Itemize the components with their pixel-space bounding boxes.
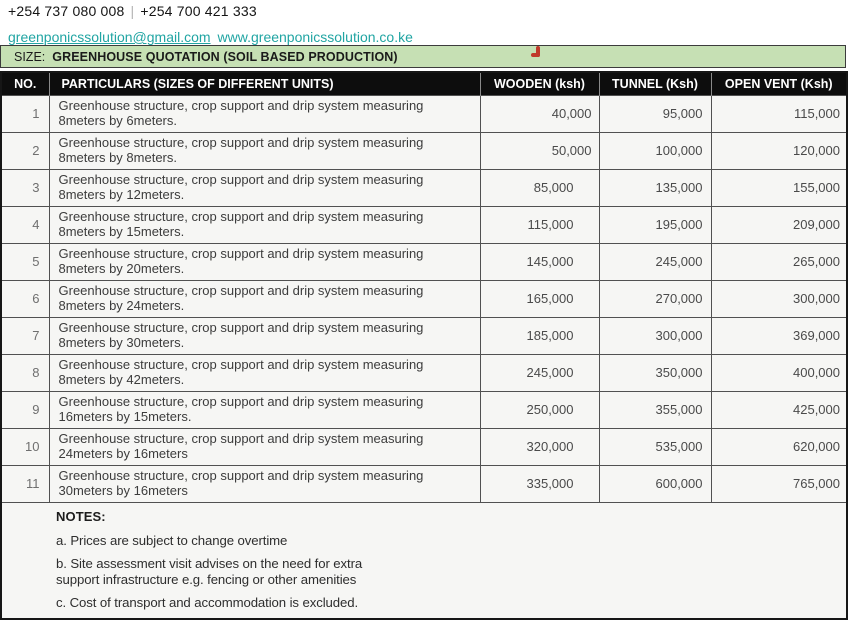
row-number: 7 bbox=[1, 317, 49, 354]
open-vent-price: 155,000 bbox=[711, 169, 847, 206]
tunnel-price: 535,000 bbox=[599, 428, 711, 465]
row-description: Greenhouse structure, crop support and drip system measuring bbox=[58, 319, 424, 335]
phone-separator: | bbox=[130, 3, 135, 19]
table-row bbox=[1, 317, 847, 354]
row-particulars bbox=[49, 428, 480, 465]
row-number: 8 bbox=[1, 354, 49, 391]
row-particulars bbox=[49, 280, 480, 317]
row-description: Greenhouse structure, crop support and drip system measuring bbox=[58, 208, 424, 224]
wooden-price: 50,000 bbox=[480, 132, 599, 169]
page-title: GREENHOUSE QUOTATION (SOIL BASED PRODUCTION) bbox=[52, 49, 398, 64]
note-item-a bbox=[56, 533, 836, 549]
row-particulars bbox=[49, 317, 480, 354]
row-number: 11 bbox=[1, 465, 49, 502]
row-size: 24meters by 16meters bbox=[58, 446, 188, 461]
website-text: www.greenponicssolution.co.ke bbox=[217, 29, 413, 45]
row-description: Greenhouse structure, crop support and drip system measuring bbox=[58, 430, 424, 446]
col-header-particulars: PARTICULARS (SIZES OF DIFFERENT UNITS) bbox=[49, 72, 480, 95]
row-number: 6 bbox=[1, 280, 49, 317]
note-line: c. Cost of transport and accommodation is excluded. bbox=[56, 594, 359, 610]
open-vent-price: 300,000 bbox=[711, 280, 847, 317]
row-size: 8meters by 15meters. bbox=[58, 224, 185, 239]
table-row bbox=[1, 243, 847, 280]
open-vent-price: 120,000 bbox=[711, 132, 847, 169]
wooden-price: 245,000 bbox=[480, 354, 599, 391]
note-line: a. Prices are subject to change overtime bbox=[56, 532, 288, 548]
table-row bbox=[1, 132, 847, 169]
wooden-price: 335,000 bbox=[480, 465, 599, 502]
row-description: Greenhouse structure, crop support and drip system measuring bbox=[58, 467, 424, 483]
open-vent-price: 369,000 bbox=[711, 317, 847, 354]
row-size: 8meters by 12meters. bbox=[58, 187, 185, 202]
row-particulars bbox=[49, 465, 480, 502]
row-particulars bbox=[49, 95, 480, 132]
row-particulars bbox=[49, 243, 480, 280]
wooden-price: 40,000 bbox=[480, 95, 599, 132]
tunnel-price: 195,000 bbox=[599, 206, 711, 243]
wooden-price: 115,000 bbox=[480, 206, 599, 243]
quotation-table bbox=[0, 71, 848, 620]
row-description: Greenhouse structure, crop support and drip system measuring bbox=[58, 282, 424, 298]
row-number: 1 bbox=[1, 95, 49, 132]
tunnel-price: 270,000 bbox=[599, 280, 711, 317]
row-size: 8meters by 24meters. bbox=[58, 298, 185, 313]
contact-links bbox=[8, 29, 413, 45]
tunnel-price: 350,000 bbox=[599, 354, 711, 391]
annotation-marker-icon bbox=[531, 46, 540, 57]
note-line: support infrastructure e.g. fencing or other amenities bbox=[56, 571, 357, 587]
row-particulars bbox=[49, 169, 480, 206]
row-description: Greenhouse structure, crop support and drip system measuring bbox=[58, 134, 424, 150]
row-number: 4 bbox=[1, 206, 49, 243]
row-description: Greenhouse structure, crop support and drip system measuring bbox=[58, 171, 424, 187]
row-size: 8meters by 20meters. bbox=[58, 261, 185, 276]
open-vent-price: 765,000 bbox=[711, 465, 847, 502]
col-header-tunnel: TUNNEL (Ksh) bbox=[599, 72, 711, 95]
notes-row bbox=[1, 502, 847, 619]
note-line: b. Site assessment visit advises on the need for extra bbox=[56, 555, 363, 571]
note-item-c bbox=[56, 595, 836, 611]
row-number: 5 bbox=[1, 243, 49, 280]
row-description: Greenhouse structure, crop support and drip system measuring bbox=[58, 245, 424, 261]
row-description: Greenhouse structure, crop support and drip system measuring bbox=[58, 97, 424, 113]
phone-secondary: +254 700 421 333 bbox=[140, 3, 257, 19]
col-header-open-vent: OPEN VENT (Ksh) bbox=[711, 72, 847, 95]
row-description: Greenhouse structure, crop support and drip system measuring bbox=[58, 356, 424, 372]
row-particulars bbox=[49, 206, 480, 243]
row-number: 2 bbox=[1, 132, 49, 169]
wooden-price: 165,000 bbox=[480, 280, 599, 317]
tunnel-price: 600,000 bbox=[599, 465, 711, 502]
email-link[interactable]: greenponicssolution@gmail.com bbox=[8, 29, 211, 45]
table-row bbox=[1, 169, 847, 206]
table-header-row bbox=[1, 72, 847, 95]
open-vent-price: 620,000 bbox=[711, 428, 847, 465]
col-header-no: NO. bbox=[1, 72, 49, 95]
row-number: 10 bbox=[1, 428, 49, 465]
open-vent-price: 209,000 bbox=[711, 206, 847, 243]
document-title-bar bbox=[0, 45, 846, 68]
table-row bbox=[1, 280, 847, 317]
table-row bbox=[1, 391, 847, 428]
table-row bbox=[1, 206, 847, 243]
size-label: SIZE: bbox=[14, 49, 46, 64]
wooden-price: 145,000 bbox=[480, 243, 599, 280]
note-item-b bbox=[56, 556, 836, 588]
table-row bbox=[1, 428, 847, 465]
wooden-price: 250,000 bbox=[480, 391, 599, 428]
tunnel-price: 100,000 bbox=[599, 132, 711, 169]
row-number: 9 bbox=[1, 391, 49, 428]
tunnel-price: 245,000 bbox=[599, 243, 711, 280]
row-size: 16meters by 15meters. bbox=[58, 409, 192, 424]
wooden-price: 85,000 bbox=[480, 169, 599, 206]
table-row bbox=[1, 354, 847, 391]
row-size: 8meters by 6meters. bbox=[58, 113, 177, 128]
row-size: 8meters by 42meters. bbox=[58, 372, 185, 387]
row-number: 3 bbox=[1, 169, 49, 206]
row-particulars bbox=[49, 354, 480, 391]
row-description: Greenhouse structure, crop support and drip system measuring bbox=[58, 393, 424, 409]
wooden-price: 320,000 bbox=[480, 428, 599, 465]
tunnel-price: 95,000 bbox=[599, 95, 711, 132]
phone-primary: +254 737 080 008 bbox=[8, 3, 125, 19]
wooden-price: 185,000 bbox=[480, 317, 599, 354]
open-vent-price: 400,000 bbox=[711, 354, 847, 391]
open-vent-price: 115,000 bbox=[711, 95, 847, 132]
tunnel-price: 300,000 bbox=[599, 317, 711, 354]
row-particulars bbox=[49, 132, 480, 169]
row-particulars bbox=[49, 391, 480, 428]
open-vent-price: 425,000 bbox=[711, 391, 847, 428]
row-size: 8meters by 8meters. bbox=[58, 150, 177, 165]
open-vent-price: 265,000 bbox=[711, 243, 847, 280]
row-size: 8meters by 30meters. bbox=[58, 335, 185, 350]
col-header-wooden: WOODEN (ksh) bbox=[480, 72, 599, 95]
notes-section bbox=[1, 502, 847, 619]
table-row bbox=[1, 95, 847, 132]
row-size: 30meters by 16meters bbox=[58, 483, 188, 498]
contact-phones bbox=[8, 3, 257, 19]
tunnel-price: 355,000 bbox=[599, 391, 711, 428]
notes-heading: NOTES: bbox=[56, 508, 106, 524]
table-row bbox=[1, 465, 847, 502]
tunnel-price: 135,000 bbox=[599, 169, 711, 206]
